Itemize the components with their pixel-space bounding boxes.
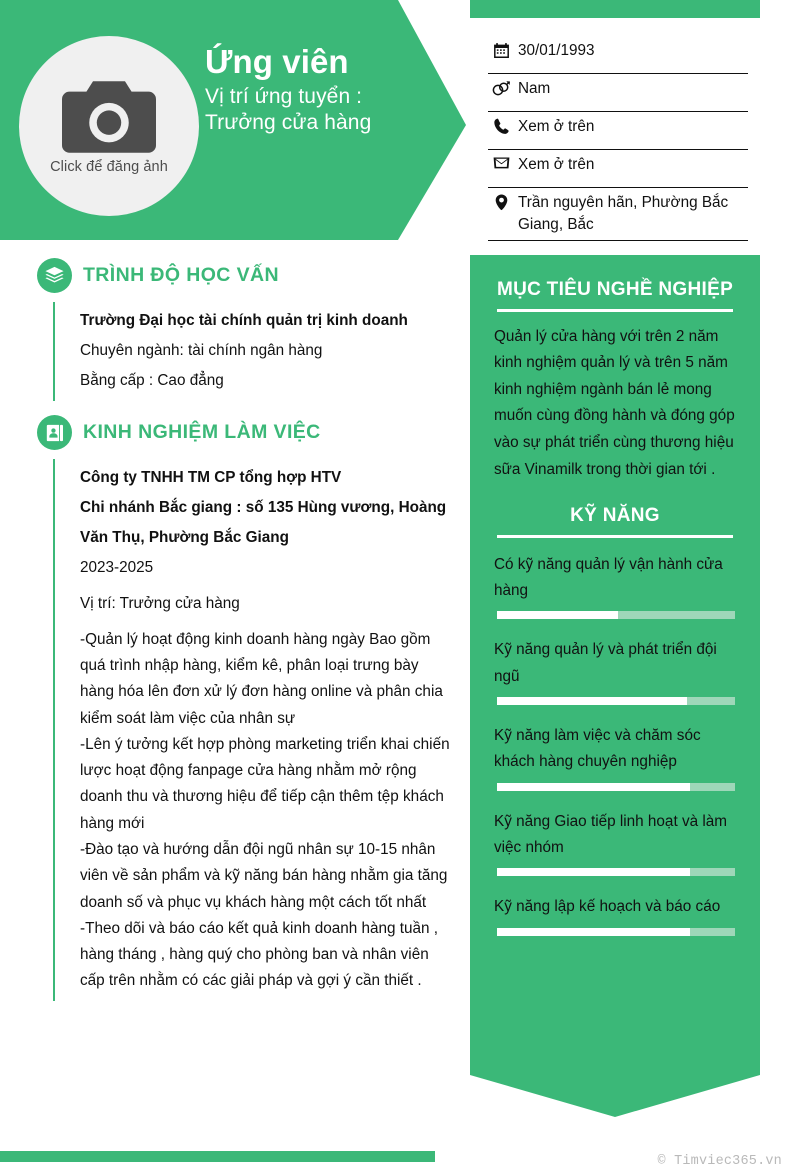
education-major: Chuyên ngành: tài chính ngân hàng <box>80 341 323 359</box>
experience-duty: -Theo dõi và báo cáo kết quả kinh doanh hàng tuần , hàng tháng , hàng quý cho phòng ban và nhân viên cấp trên nhằm có các giải pháp và gợi ý cần thiết . <box>80 919 439 990</box>
skill-progress-fill <box>497 697 687 705</box>
camera-icon <box>62 81 156 153</box>
contact-value: Trần nguyên hãn, Phường Bắc Giang, Bắc <box>518 194 729 233</box>
skill-label: Kỹ năng Giao tiếp linh hoạt và làm việc nhóm <box>494 812 727 856</box>
contact-row-gender[interactable] <box>488 74 748 112</box>
top-right-accent-bar <box>470 0 760 18</box>
skill-item <box>470 723 760 791</box>
right-panel-content <box>470 255 760 954</box>
skill-item <box>470 552 760 620</box>
skill-item <box>470 894 760 935</box>
section-header-experience <box>0 415 455 450</box>
map-marker-icon <box>488 192 514 211</box>
contact-value: Nam <box>518 80 551 97</box>
section-spacer <box>0 401 455 415</box>
skill-label: Kỹ năng quản lý và phát triển đội ngũ <box>494 641 717 685</box>
objective-text: Quản lý cửa hàng với trên 2 năm kinh nghiệm quản lý và trên 5 năm kinh nghiệm ngành bán lẻ mong muốn cùng đồng hành và đóng góp vào sự phát triển cùng thương hiệu sữa Vinamilk trong thời gian tới . <box>494 327 735 478</box>
section-title: KINH NGHIỆM LÀM VIỆC <box>83 421 321 444</box>
experience-body <box>53 459 455 1000</box>
experience-period: 2023-2025 <box>80 558 154 576</box>
position-value: Trưởng cửa hàng <box>205 111 372 135</box>
skill-progress-track <box>497 697 735 705</box>
contact-row-birthdate[interactable] <box>488 36 748 74</box>
skill-item <box>470 637 760 705</box>
candidate-label: Ứng viên <box>205 43 349 80</box>
experience-branch: Chi nhánh Bắc giang : số 135 Hùng vương, Hoàng Văn Thụ, Phường Bắc Giang <box>80 499 447 547</box>
skill-progress-fill <box>497 783 690 791</box>
contact-value: Xem ở trên <box>518 156 595 173</box>
left-column <box>0 258 455 1001</box>
envelope-icon <box>488 154 514 170</box>
contact-list <box>488 36 748 241</box>
skill-label: Kỹ năng làm việc và chăm sóc khách hàng chuyên nghiệp <box>494 727 701 771</box>
skills-rule <box>497 535 733 538</box>
experience-role: Vị trí: Trưởng cửa hàng <box>80 594 240 612</box>
header-text-block <box>205 44 455 137</box>
skill-progress-track <box>497 868 735 876</box>
education-body <box>53 302 455 401</box>
experience-duty: -Lên ý tưởng kết hợp phòng marketing triển khai chiến lược hoạt động fanpage cửa hàng nhằm mở rộng doanh thu và thương hiệu để tiếp cận thêm tệp khách hàng mới <box>80 735 450 832</box>
phone-icon <box>488 116 514 134</box>
experience-duty: -Quản lý hoạt động kinh doanh hàng ngày Bao gồm quá trình nhập hàng, kiểm kê, phân loại trưng bày hàng hóa lên đơn xử lý đơn hàng online và phân chia kiểm soát làm việc của nhân sự <box>80 630 443 727</box>
skills-title: KỸ NĂNG <box>570 505 660 527</box>
skill-progress-track <box>497 928 735 936</box>
experience-duty: -Đào tạo và hướng dẫn đội ngũ nhân sự 10-15 nhân viên về sản phẩm và kỹ năng bán hàng nhằm gia tăng doanh số và phục vụ khách hàng một cách tốt nhất <box>80 841 448 911</box>
skill-progress-fill <box>497 928 690 936</box>
objective-title: MỤC TIÊU NGHỀ NGHIỆP <box>496 279 734 300</box>
skill-progress-fill <box>497 611 618 619</box>
experience-company: Công ty TNHH TM CP tổng hợp HTV <box>80 469 342 487</box>
copyright-notice: © Timviec365.vn <box>657 1154 782 1169</box>
skills-list <box>470 550 760 936</box>
layers-icon <box>37 258 72 293</box>
skill-label: Kỹ năng lập kế hoạch và báo cáo <box>494 898 721 916</box>
skill-progress-fill <box>497 868 690 876</box>
education-degree: Bằng cấp : Cao đẳng <box>80 371 224 389</box>
avatar-upload[interactable] <box>19 36 199 216</box>
section-header-education <box>0 258 455 293</box>
skill-progress-track <box>497 783 735 791</box>
education-school: Trường Đại học tài chính quản trị kinh doanh <box>80 312 408 329</box>
contact-value: Xem ở trên <box>518 118 595 135</box>
contact-row-address[interactable] <box>488 188 748 241</box>
portfolio-icon <box>37 415 72 450</box>
avatar-caption: Click để đăng ảnh <box>50 159 168 175</box>
skill-label: Có kỹ năng quản lý vận hành cửa hàng <box>494 555 723 600</box>
position-label: Vị trí ứng tuyển : <box>205 84 363 108</box>
contact-row-email[interactable] <box>488 150 748 188</box>
bottom-accent-bar <box>0 1151 435 1162</box>
skill-progress-track <box>497 611 735 619</box>
calendar-icon <box>488 40 514 59</box>
contact-value: 30/01/1993 <box>518 42 595 59</box>
section-title: TRÌNH ĐỘ HỌC VẤN <box>83 264 279 286</box>
contact-row-phone[interactable] <box>488 112 748 150</box>
gender-icon <box>488 78 514 97</box>
skill-item <box>470 809 760 877</box>
objective-rule <box>497 309 733 312</box>
